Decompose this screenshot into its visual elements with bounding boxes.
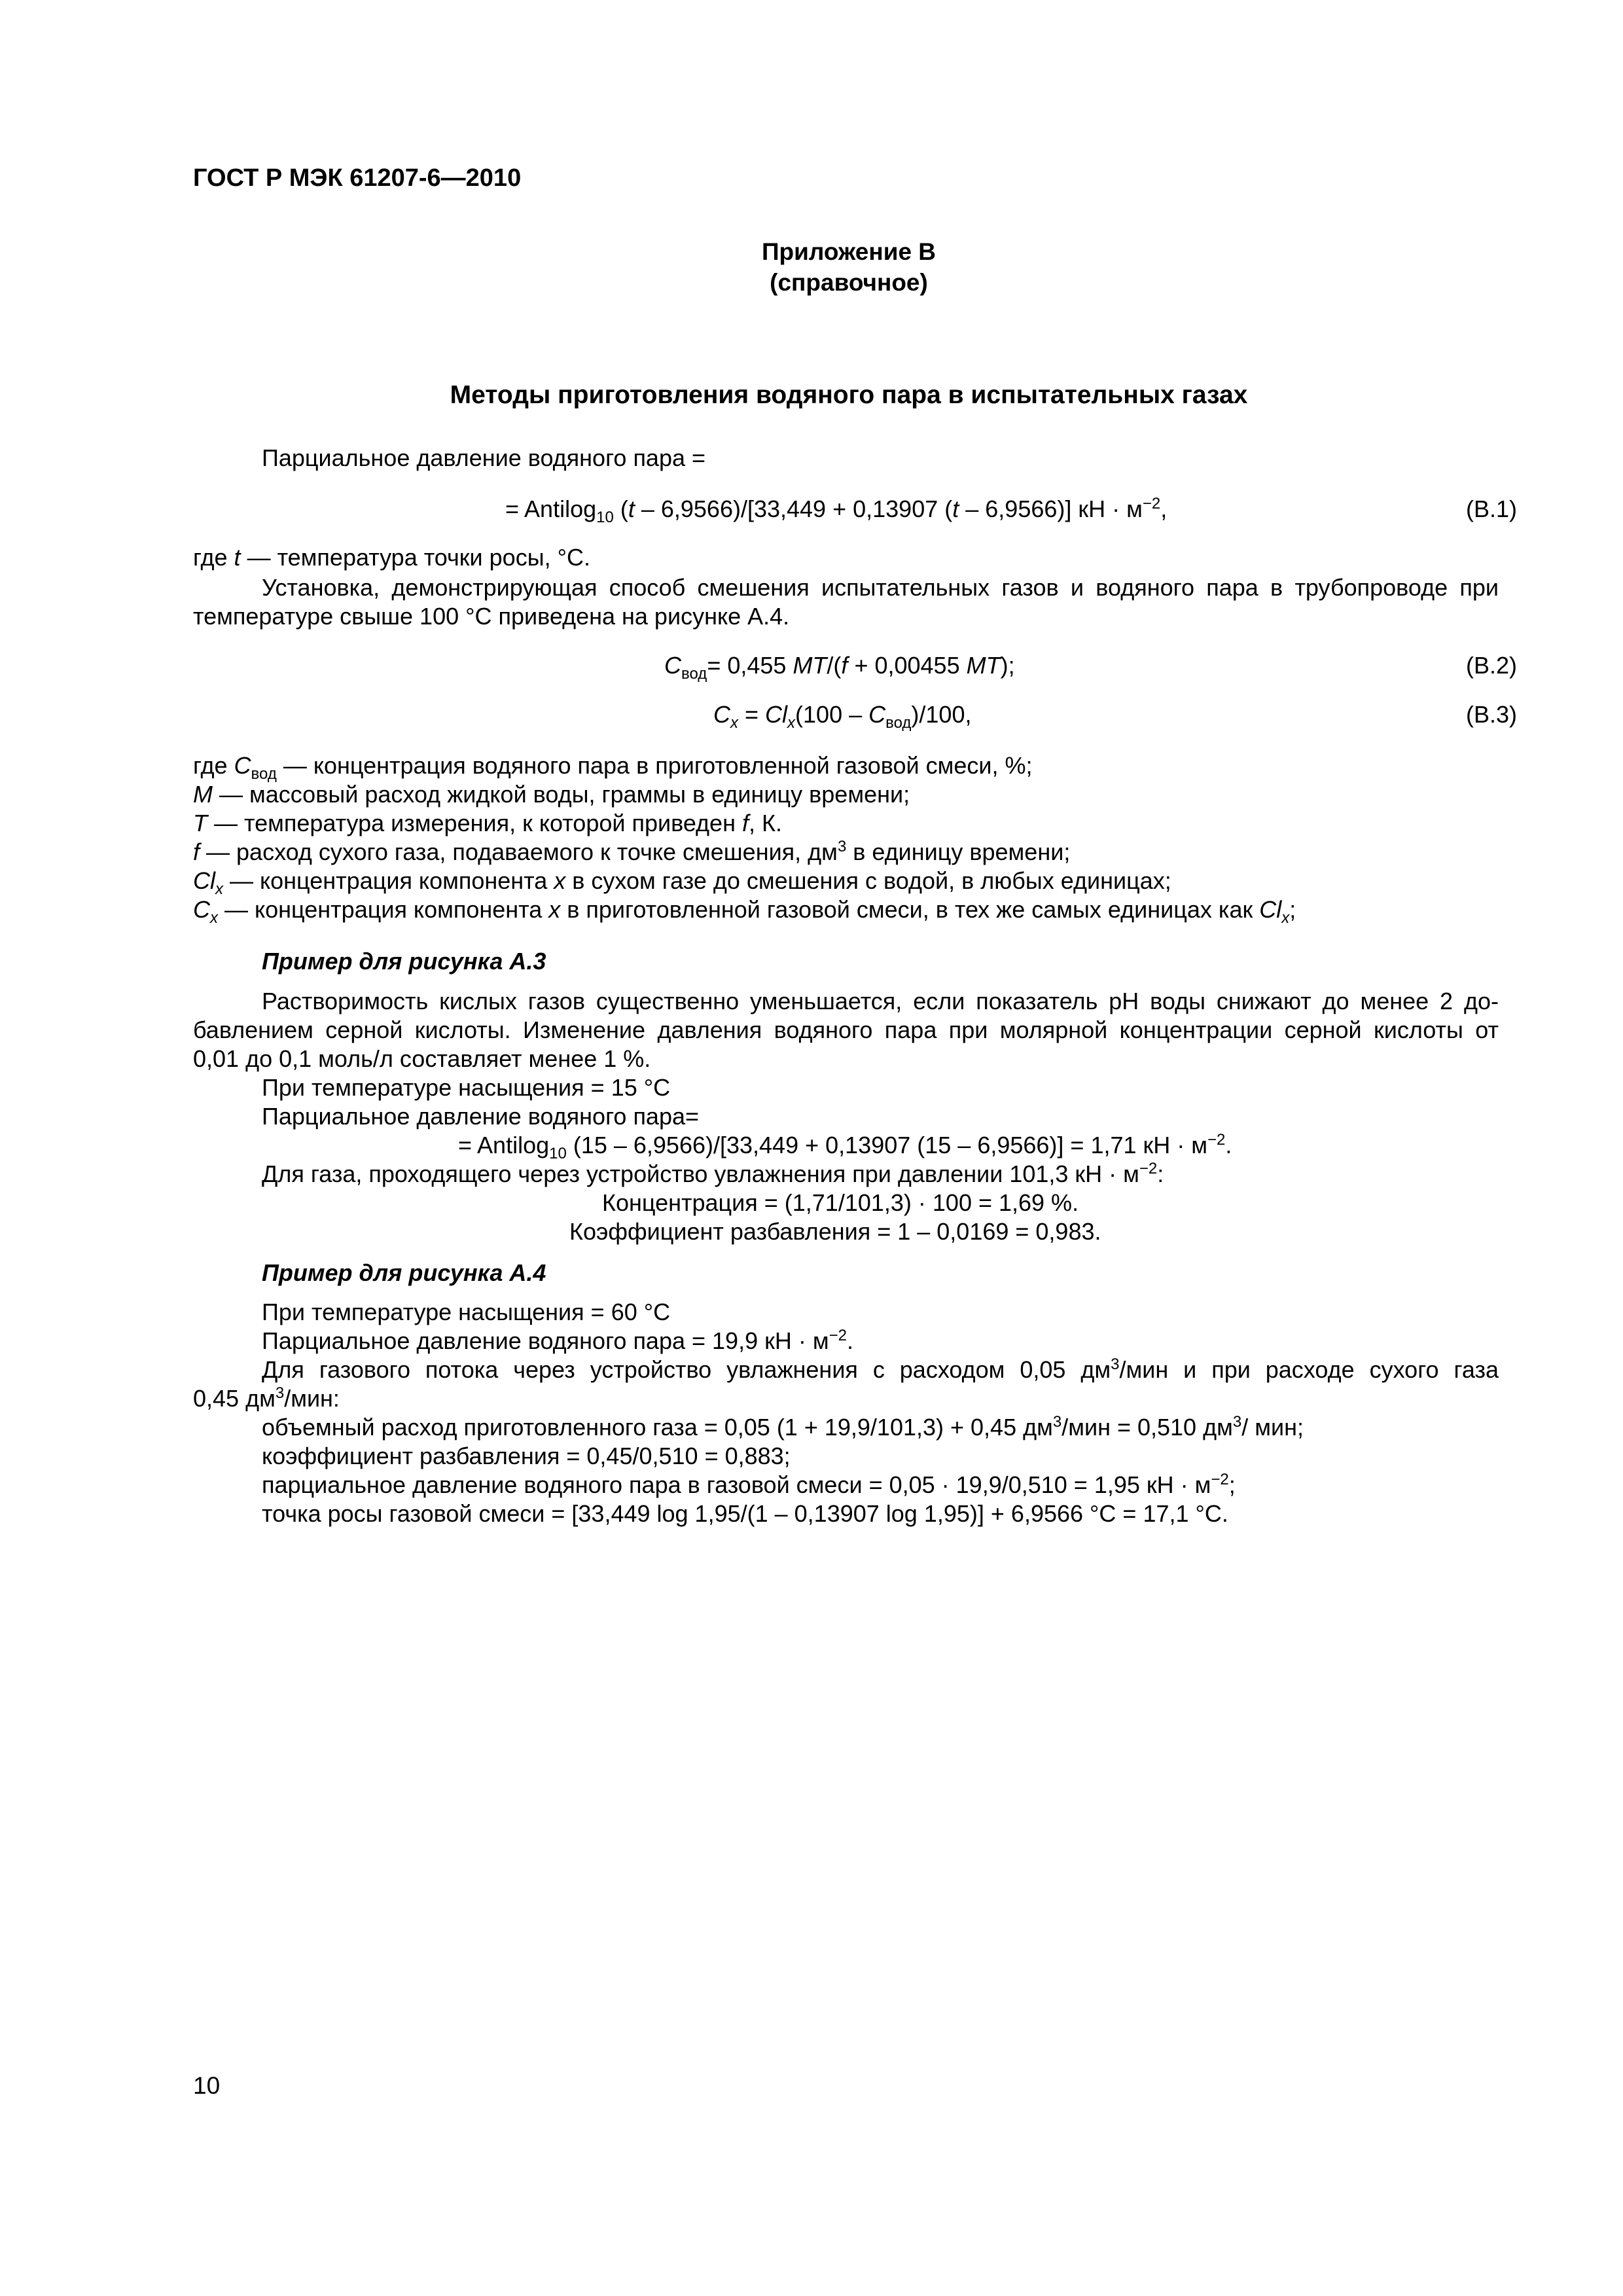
equation-number-b1: (В.1) — [1465, 495, 1517, 522]
example-a4-saturation: При температуре насыщения = 60 °С — [262, 1299, 671, 1325]
setup-para-line1: Установка, демонстрирующая способ смешения испытательных газов и водяного пара в трубопроводе при — [262, 574, 1499, 601]
example-a4-partial-pressure-mix: парциальное давление водяного пара в газовой смеси = 0,05 · 19,9/0,510 = 1,95 кН · $м^{-2}$; — [262, 1471, 1236, 1498]
setup-para-line2: температуре свыше 100 °С приведена на рисунке А.4. — [193, 603, 790, 630]
equation-b1: = Antilog$_{10}$ (t – 6,9566)/[33,449 + 0,13907 (t – 6,9566)] кН · $м^{-2}$, — [505, 495, 1168, 527]
example-a3-concentration: Концентрация = (1,71/101,3) · 100 = 1,69 %. — [602, 1189, 1079, 1216]
example-a3-saturation: При температуре насыщения = 15 °С — [262, 1074, 671, 1101]
example-a3-para-line3: 0,01 до 0,1 моль/л составляет менее 1 %. — [193, 1045, 651, 1072]
where-t: где t — температура точки росы, °С. — [193, 544, 590, 571]
example-a4-flow-line1: Для газового потока через устройство увлажнения с расходом 0,05 $дм^3$/мин и при расходе сухого газа — [262, 1355, 1499, 1383]
example-a3-para-line2: бавлением серной кислоты. Изменение давления водяного пара при молярной концентрации серной кислоты от — [193, 1016, 1499, 1043]
section-title: Методы приготовления водяного пара в испытательных газах — [450, 381, 1248, 409]
equation-number-b2: (В.2) — [1465, 652, 1517, 679]
example-a3-title: Пример для рисунка А.3 — [262, 948, 546, 975]
definition-c-vod: где $C_{вод}$ — концентрация водяного пара в приготовленной газовой смеси, %; — [193, 752, 1033, 783]
example-a3-partial-pressure: Парциальное давление водяного пара= — [262, 1103, 700, 1130]
definition-f: f — расход сухого газа, подаваемого к точке смешения, $дм^3$ в единицу времени; — [193, 838, 1071, 865]
page-number: 10 — [193, 2072, 221, 2099]
document-header: ГОСТ Р МЭК 61207-6—2010 — [193, 164, 522, 192]
example-a3-para-line1: Растворимость кислых газов существенно уменьшается, если показатель рН воды снижают до менее 2 до- — [262, 988, 1499, 1014]
definition-clx: $Cl_x$ — концентрация компонента x в сухом газе до смешения с водой, в любых единицах; — [193, 867, 1171, 899]
equation-b2: $C_{вод}= 0,455$ MT/(f + 0,00455 MT); — [664, 652, 1015, 683]
example-a4-flow-line2: 0,45 $дм^3$/мин: — [193, 1384, 340, 1412]
example-a4-title: Пример для рисунка А.4 — [262, 1259, 546, 1286]
example-a4-dew-point: точка росы газовой смеси = [33,449 log 1,95/(1 – 0,13907 log 1,95)] + 6,9566 °С = 17,1 °С. — [262, 1500, 1228, 1527]
example-a4-volume-flow: объемный расход приготовленного газа = 0,05 (1 + 19,9/101,3) + 0,45 $дм^3$/мин = 0,510 $дм^3/$ мин; — [262, 1413, 1304, 1441]
example-a4-dilution: коэффициент разбавления = 0,45/0,510 = 0,883; — [262, 1443, 791, 1469]
intro-line: Парциальное давление водяного пара = — [262, 444, 706, 471]
example-a3-calculation: = Antilog$_{10}$ (15 – 6,9566)/[33,449 + 0,13907 (15 – 6,9566)] = 1,71 кН · $м^{-2}$. — [458, 1131, 1232, 1163]
definition-cx: $C_x$ — концентрация компонента x в приготовленной газовой смеси, в тех же самых единицах как $Cl_x$; — [193, 896, 1296, 927]
example-a4-partial-pressure: Парциальное давление водяного пара = 19,9 кН · $м^{-2}$. — [262, 1327, 853, 1354]
annex-subtitle: (справочное) — [770, 269, 928, 296]
definition-t: T — температура измерения, к которой приведен f, К. — [193, 810, 782, 836]
equation-number-b3: (В.3) — [1465, 701, 1517, 728]
definition-m: M — массовый расход жидкой воды, граммы в единицу времени; — [193, 781, 910, 808]
example-a3-gas: Для газа, проходящего через устройство увлажнения при давлении 101,3 кН · $м^{-2}$: — [262, 1160, 1164, 1187]
annex-title: Приложение В — [761, 238, 936, 265]
example-a3-dilution: Коэффициент разбавления = 1 – 0,0169 = 0,983. — [569, 1218, 1101, 1245]
equation-b3: $C_x = Cl_x(100 - C_{вод})/100$, — [713, 701, 972, 732]
